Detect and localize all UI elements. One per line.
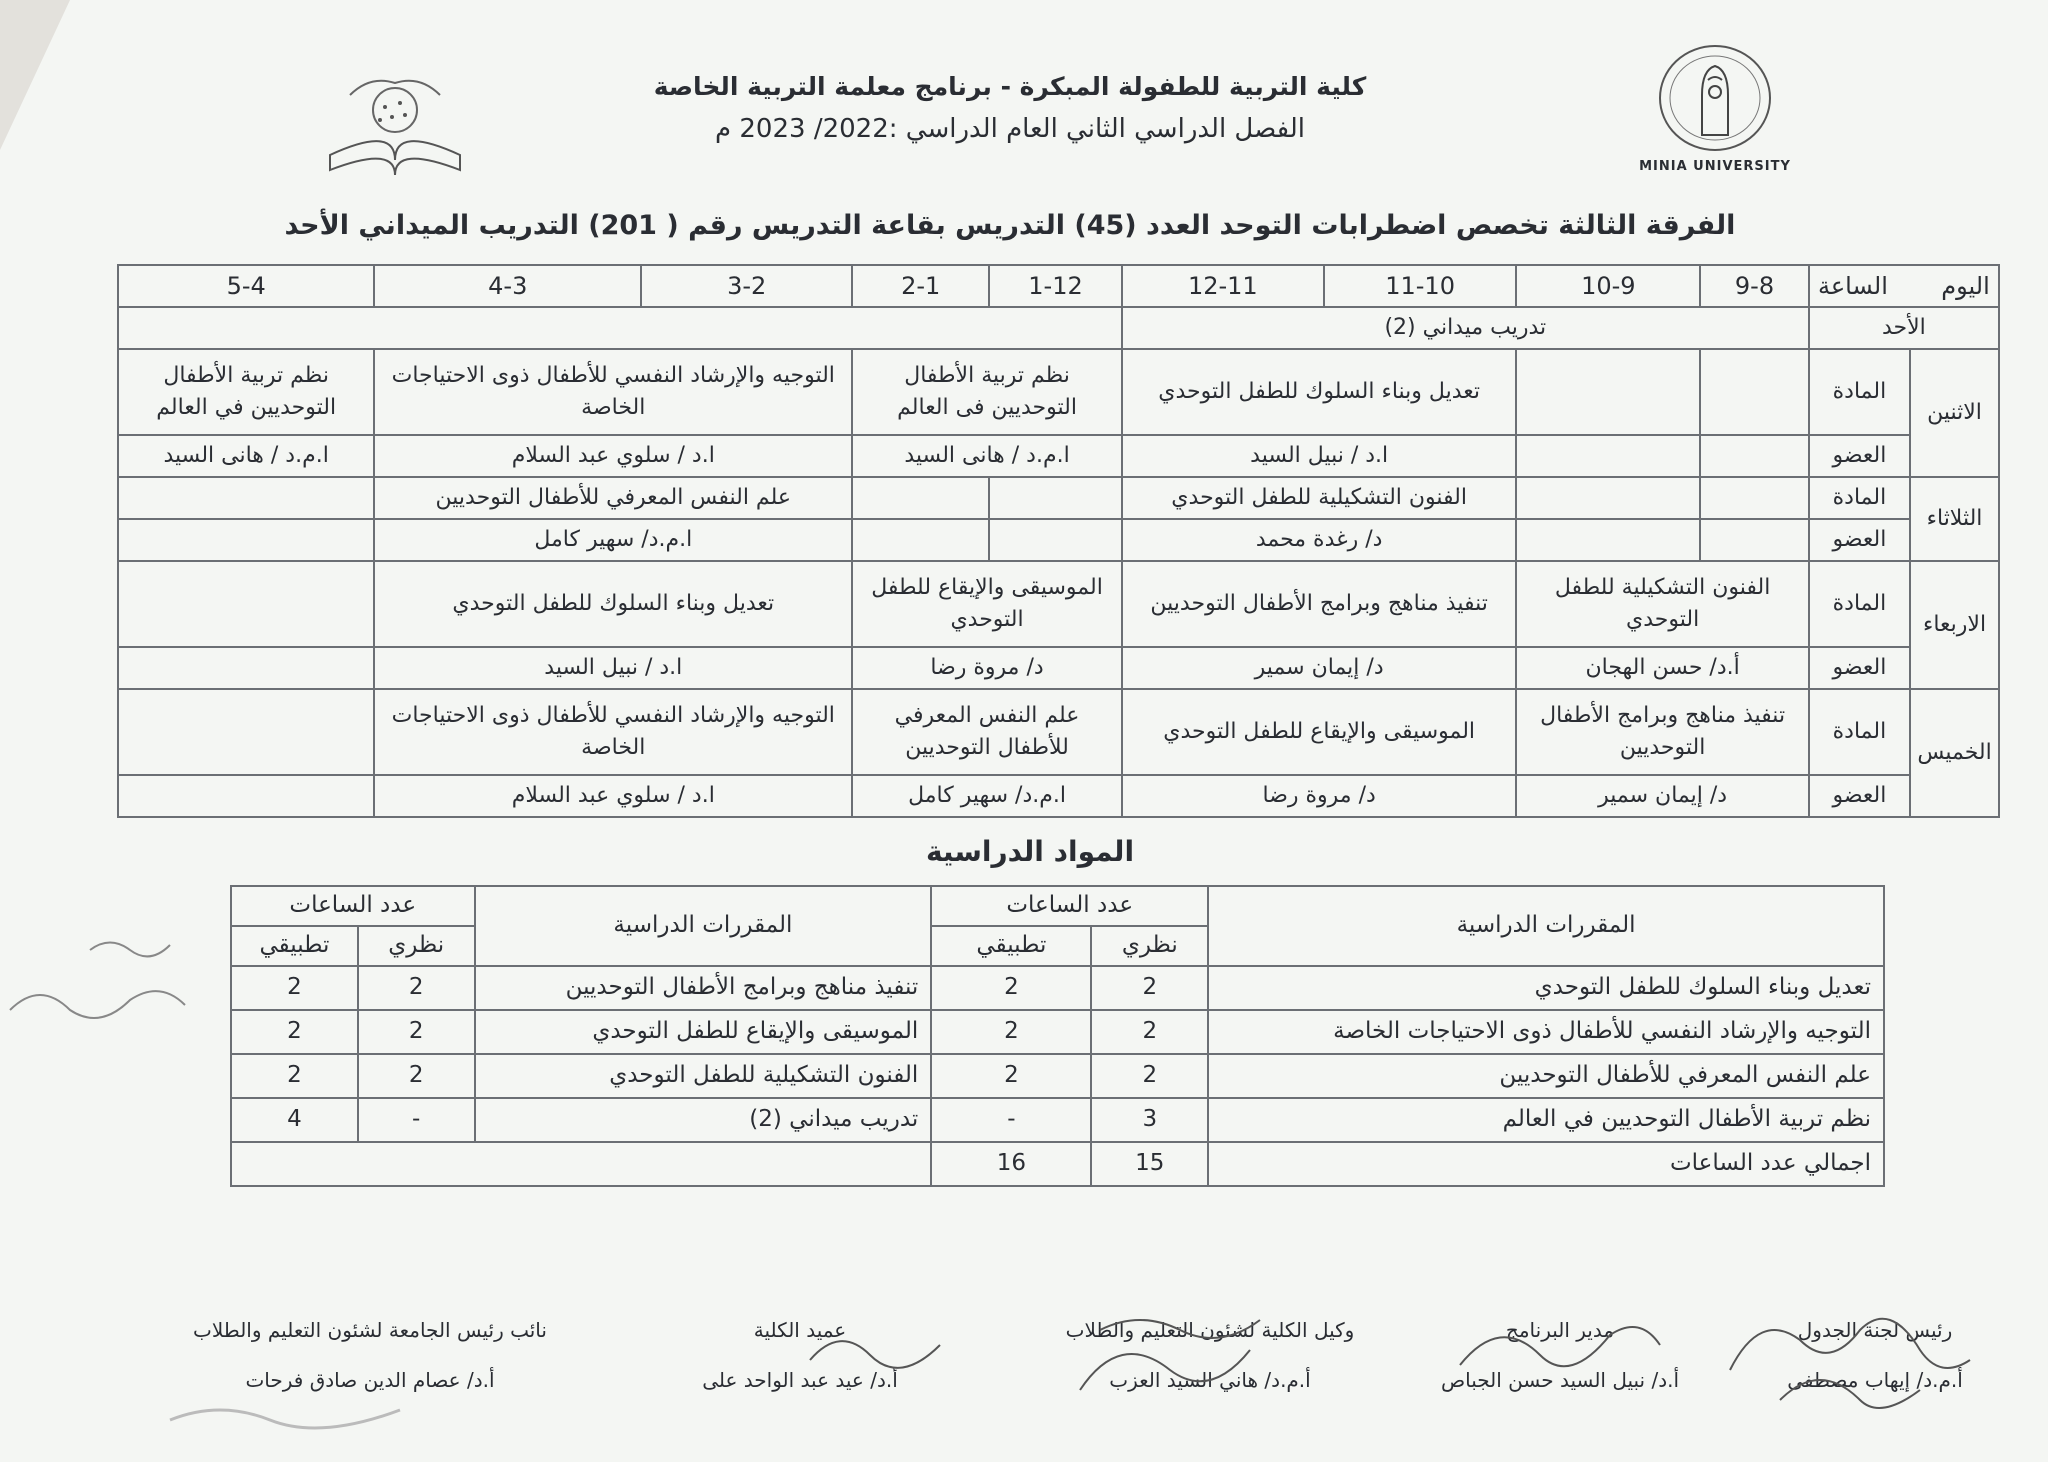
- time-slot: 1-12: [989, 265, 1122, 307]
- course-theory: 2: [358, 966, 475, 1010]
- sunday-row: [118, 307, 1999, 349]
- course-theory: 2: [1091, 966, 1208, 1010]
- tuesday-member-2: ا.م.د/ سهير كامل: [374, 519, 852, 561]
- weekly-schedule-table: [117, 264, 2000, 818]
- empty-cell: [989, 477, 1122, 519]
- day-wednesday: الاربعاء: [1910, 561, 1999, 689]
- university-emblem-icon: [1650, 40, 1780, 155]
- course-practical: 4: [231, 1098, 358, 1142]
- thursday-subject-4: التوجيه والإرشاد النفسي للأطفال ذوى الاحتياجات الخاصة: [374, 689, 852, 775]
- signature-title: عميد الكلية: [753, 1318, 847, 1342]
- thursday-member-4: ا.د / سلوي عبد السلام: [374, 775, 852, 817]
- courses-header-right: المقررات الدراسية: [1208, 886, 1884, 966]
- practical-header: تطبيقي: [931, 926, 1091, 966]
- course-theory: 2: [358, 1010, 475, 1054]
- monday-subject-1: تعديل وبناء السلوك للطفل التوحدي: [1122, 349, 1517, 435]
- course-name: الفنون التشكيلية للطفل التوحدي: [475, 1054, 932, 1098]
- signature-name: أ.د/ عصام الدين صادق فرحات: [245, 1368, 495, 1392]
- courses-header-left: المقررات الدراسية: [475, 886, 932, 966]
- time-slot: 11-10: [1324, 265, 1517, 307]
- subject-label: المادة: [1809, 689, 1910, 775]
- empty-cell: [1516, 519, 1700, 561]
- total-practical: 16: [931, 1142, 1091, 1186]
- course-theory: 2: [1091, 1010, 1208, 1054]
- wednesday-member-4: ا.د / نبيل السيد: [374, 647, 852, 689]
- monday-member-1: ا.د / نبيل السيد: [1122, 435, 1517, 477]
- time-slot: 10-9: [1516, 265, 1700, 307]
- subject-label: المادة: [1809, 477, 1910, 519]
- empty-cell: [118, 647, 374, 689]
- member-label: العضو: [1809, 647, 1910, 689]
- empty-cell: [118, 775, 374, 817]
- empty-cell: [118, 477, 374, 519]
- handwritten-signature-2: [1450, 1305, 1670, 1395]
- time-slot: 5-4: [118, 265, 374, 307]
- time-slot: 12-11: [1122, 265, 1324, 307]
- course-practical: 2: [931, 1054, 1091, 1098]
- empty-cell: [1700, 435, 1809, 477]
- handwritten-signature-1: [1720, 1290, 1980, 1430]
- empty-cell: [1516, 349, 1700, 435]
- day-sunday: الأحد: [1809, 307, 1999, 349]
- wednesday-subject-1: الفنون التشكيلية للطفل التوحدي: [1516, 561, 1808, 647]
- courses-header-row: [231, 886, 1884, 926]
- course-row: [231, 966, 1884, 1010]
- wednesday-subject-row: [118, 561, 1999, 647]
- signature-title: مدير البرنامج: [1505, 1318, 1615, 1342]
- schedule-header-row: [118, 265, 1999, 307]
- course-theory: 2: [1091, 1054, 1208, 1098]
- total-theory: 15: [1091, 1142, 1208, 1186]
- tuesday-member-1: د/ رغدة محمد: [1122, 519, 1517, 561]
- monday-member-row: [118, 435, 1999, 477]
- time-slot: 9-8: [1700, 265, 1809, 307]
- day-tuesday: الثلاثاء: [1910, 477, 1999, 561]
- time-slot: 3-2: [641, 265, 852, 307]
- empty-cell: [852, 477, 989, 519]
- theory-header: نظري: [358, 926, 475, 966]
- page-fold: [0, 0, 70, 150]
- wednesday-member-1: أ.د/ حسن الهجان: [1516, 647, 1808, 689]
- courses-section-title: المواد الدراسية: [925, 835, 1135, 868]
- thursday-subject-2: الموسيقى والإيقاع للطفل التوحدي: [1122, 689, 1517, 775]
- empty-cell: [118, 689, 374, 775]
- thursday-member-3: ا.م.د/ سهير كامل: [852, 775, 1122, 817]
- time-slot: 2-1: [852, 265, 989, 307]
- empty-cell: [852, 519, 989, 561]
- wednesday-subject-4: تعديل وبناء السلوك للطفل التوحدي: [374, 561, 852, 647]
- handwritten-signature-3: [1060, 1300, 1280, 1420]
- tuesday-subject-1: الفنون التشكيلية للطفل التوحدي: [1122, 477, 1517, 519]
- theory-header: نظري: [1091, 926, 1208, 966]
- signature-title: نائب رئيس الجامعة لشئون التعليم والطلاب: [193, 1318, 547, 1342]
- totals-row: [231, 1142, 1884, 1186]
- course-name: نظم تربية الأطفال التوحديين في العالم: [1208, 1098, 1884, 1142]
- course-theory: 2: [358, 1054, 475, 1098]
- tuesday-member-row: [118, 519, 1999, 561]
- university-name: MINIA UNIVERSITY: [1639, 159, 1791, 174]
- time-slot: 4-3: [374, 265, 641, 307]
- signature-name: أ.د/ عيد عبد الواحد على: [702, 1368, 898, 1392]
- faculty-title: كلية التربية للطفولة المبكرة - برنامج معلمة التربية الخاصة: [653, 72, 1367, 101]
- member-label: العضو: [1809, 519, 1910, 561]
- signature-name: أ.م.د/ هاني السيد العزب: [1109, 1368, 1311, 1392]
- practical-header: تطبيقي: [231, 926, 358, 966]
- wednesday-member-2: د/ إيمان سمير: [1122, 647, 1517, 689]
- wednesday-subject-3: الموسيقى والإيقاع للطفل التوحدي: [852, 561, 1122, 647]
- course-theory: 3: [1091, 1098, 1208, 1142]
- course-practical: 2: [231, 966, 358, 1010]
- day-monday: الاثنين: [1910, 349, 1999, 477]
- courses-table: [230, 885, 1885, 1187]
- course-name: تعديل وبناء السلوك للطفل التوحدي: [1208, 966, 1884, 1010]
- course-name: علم النفس المعرفي للأطفال التوحديين: [1208, 1054, 1884, 1098]
- course-practical: 2: [231, 1010, 358, 1054]
- course-name: التوجيه والإرشاد النفسي للأطفال ذوى الاحتياجات الخاصة: [1208, 1010, 1884, 1054]
- semester-title: الفصل الدراسي الثاني العام الدراسي :2022/ 2023 م: [715, 114, 1305, 144]
- thursday-member-2: د/ مروة رضا: [1122, 775, 1517, 817]
- member-label: العضو: [1809, 775, 1910, 817]
- thursday-member-row: [118, 775, 1999, 817]
- thursday-member-1: د/ إيمان سمير: [1516, 775, 1808, 817]
- course-row: [231, 1010, 1884, 1054]
- empty-cell: [118, 519, 374, 561]
- course-theory: -: [358, 1098, 475, 1142]
- monday-subject-3: التوجيه والإرشاد النفسي للأطفال ذوى الاحتياجات الخاصة: [374, 349, 852, 435]
- wednesday-subject-2: تنفيذ مناهج وبرامج الأطفال التوحديين: [1122, 561, 1517, 647]
- course-practical: 2: [231, 1054, 358, 1098]
- thursday-subject-3: علم النفس المعرفي للأطفال التوحديين: [852, 689, 1122, 775]
- empty-cell: [1700, 477, 1809, 519]
- course-name: تنفيذ مناهج وبرامج الأطفال التوحديين: [475, 966, 932, 1010]
- subject-label: المادة: [1809, 561, 1910, 647]
- member-label: العضو: [1809, 435, 1910, 477]
- course-row: [231, 1054, 1884, 1098]
- header-day-label: اليوم: [1941, 271, 1990, 300]
- empty-cell: [989, 519, 1122, 561]
- monday-subject-row: [118, 349, 1999, 435]
- monday-member-4: ا.م.د / هانى السيد: [118, 435, 374, 477]
- day-thursday: الخميس: [1910, 689, 1999, 817]
- wednesday-member-3: د/ مروة رضا: [852, 647, 1122, 689]
- class-title: الفرقة الثالثة تخصص اضطرابات التوحد العدد (45) التدريس بقاعة التدريس رقم ( 201) التدريب الميداني الأحد: [284, 210, 1736, 241]
- empty-cell: [118, 561, 374, 647]
- course-practical: -: [931, 1098, 1091, 1142]
- stamp-mark: [160, 1380, 420, 1450]
- course-practical: 2: [931, 1010, 1091, 1054]
- signature-title: وكيل الكلية لشئون التعليم والطلاب: [1065, 1318, 1355, 1342]
- tuesday-subject-2: علم النفس المعرفي للأطفال التوحديين: [374, 477, 852, 519]
- monday-member-3: ا.د / سلوي عبد السلام: [374, 435, 852, 477]
- total-hours-label: اجمالي عدد الساعات: [1208, 1142, 1884, 1186]
- monday-subject-2: نظم تربية الأطفال التوحديين فى العالم: [852, 349, 1122, 435]
- empty-cell: [1700, 349, 1809, 435]
- signature-title: رئيس لجنة الجدول: [1797, 1318, 1953, 1342]
- faculty-logo: [310, 65, 480, 185]
- header-hour-label: الساعة: [1817, 271, 1888, 300]
- monday-member-2: ا.م.د / هانى السيد: [852, 435, 1122, 477]
- course-practical: 2: [931, 966, 1091, 1010]
- thursday-subject-1: تنفيذ مناهج وبرامج الأطفال التوحديين: [1516, 689, 1808, 775]
- course-name: تدريب ميداني (2): [475, 1098, 932, 1142]
- hours-header-left: عدد الساعات: [231, 886, 475, 926]
- course-row: [231, 1098, 1884, 1142]
- empty-cell: [118, 307, 1122, 349]
- handwritten-signature-4: [800, 1320, 950, 1390]
- empty-cell: [1700, 519, 1809, 561]
- wednesday-member-row: [118, 647, 1999, 689]
- empty-cell: [231, 1142, 931, 1186]
- signature-name: أ.د/ نبيل السيد حسن الجباص: [1440, 1368, 1680, 1392]
- monday-subject-4: نظم تربية الأطفال التوحديين في العالم: [118, 349, 374, 435]
- signature-name: أ.م.د/ إيهاب مصطفى: [1787, 1368, 1963, 1392]
- subject-label: المادة: [1809, 349, 1910, 435]
- margin-handwriting: [0, 930, 190, 1040]
- sunday-field-training: تدريب ميداني (2): [1122, 307, 1809, 349]
- hours-header-right: عدد الساعات: [931, 886, 1208, 926]
- minia-university-logo: [1635, 40, 1795, 180]
- tuesday-subject-row: [118, 477, 1999, 519]
- course-name: الموسيقى والإيقاع للطفل التوحدي: [475, 1010, 932, 1054]
- day-hour-header: [1809, 265, 1999, 307]
- empty-cell: [1516, 477, 1700, 519]
- thursday-subject-row: [118, 689, 1999, 775]
- open-book-icon: [310, 65, 480, 185]
- empty-cell: [1516, 435, 1700, 477]
